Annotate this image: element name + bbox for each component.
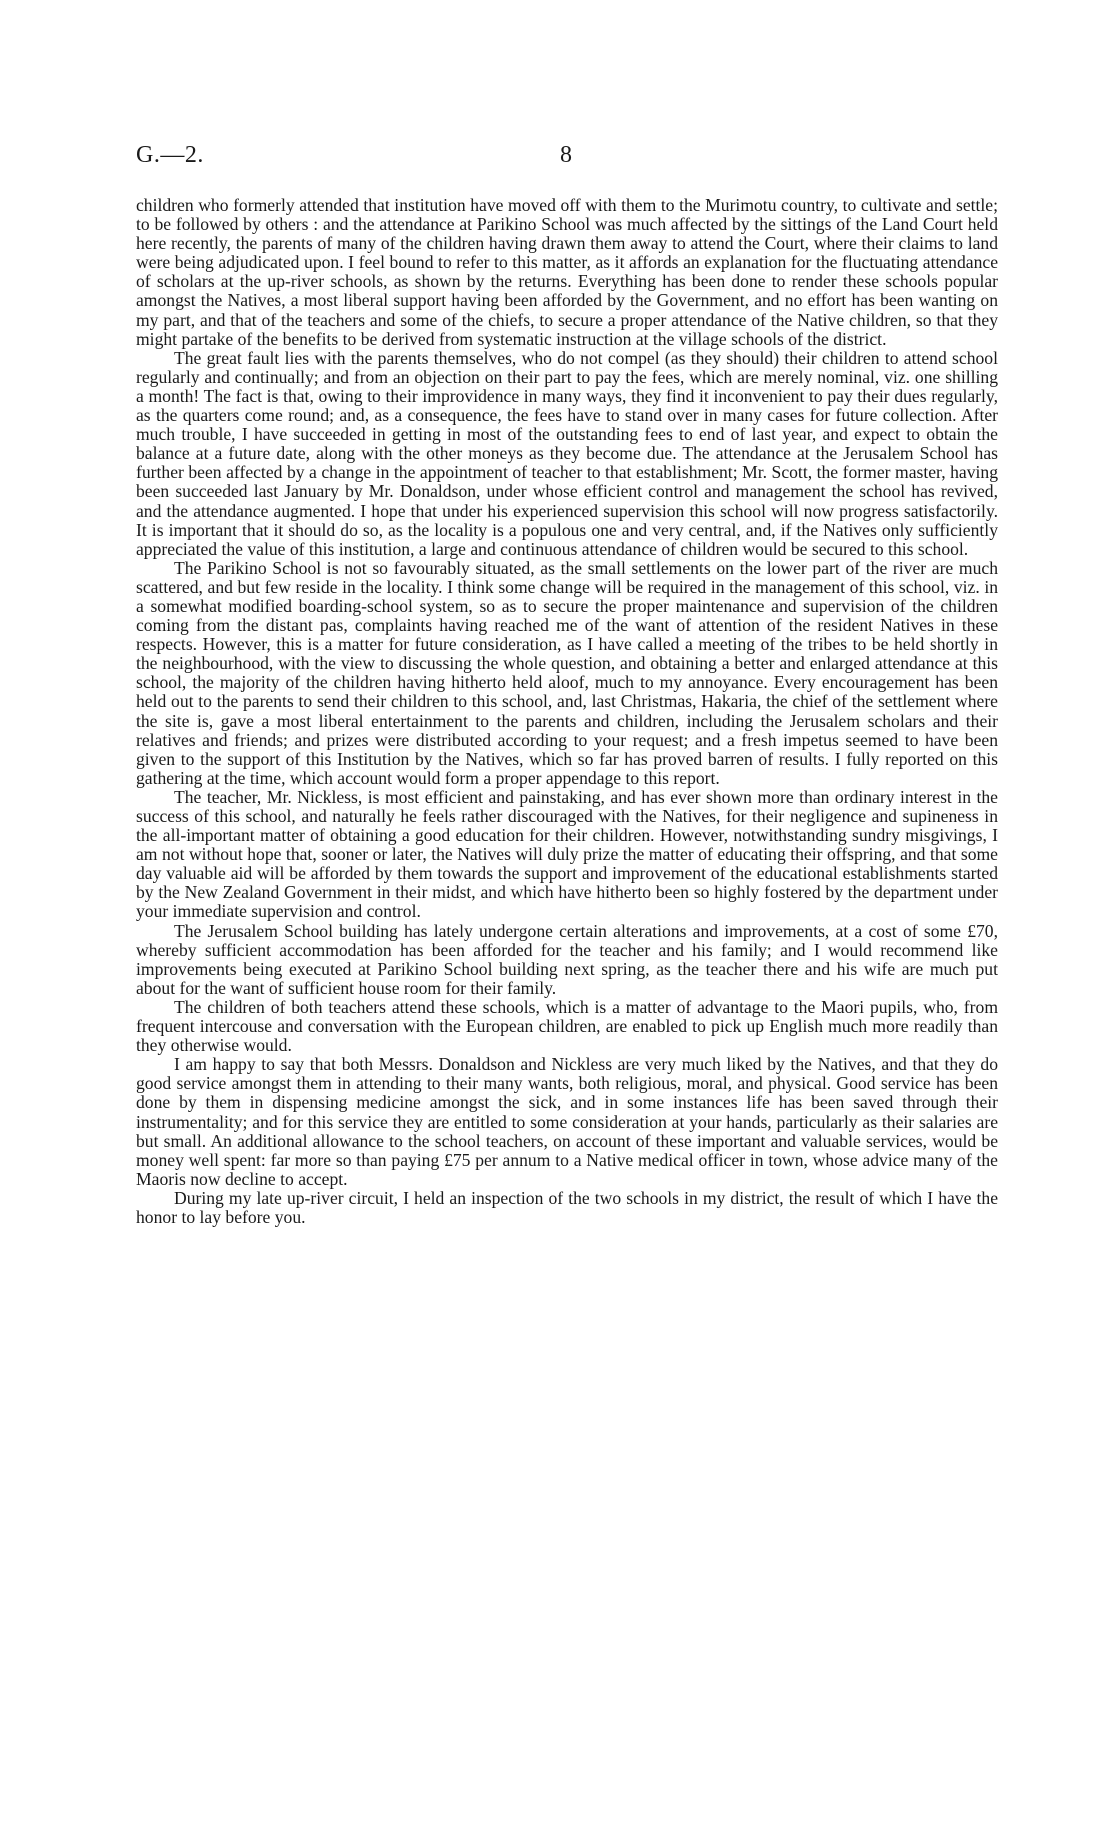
paragraph-8: During my late up-river circuit, I held an inspection of the two schools in my district, the result of which I have the honor to lay before you. (136, 1187, 998, 1227)
paragraph-6: The children of both teachers attend these schools, which is a matter of advantage to the Maori pupils, who, from frequent intercouse and conversation with the European children, are enabled to pick up English much more readily than they otherwise would. (136, 996, 998, 1056)
paragraph-4: The teacher, Mr. Nickless, is most efficient and painstaking, and has ever shown more than ordinary interest in the success of this school, and naturally he feels rather discouraged with the Natives, for their negligence and supineness in the all-important matter of obtaining a good education for their children. However, notwithstanding sundry misgivings, I am not without hope that, sooner or later, the Natives will duly prize the matter of educating their offspring, and that some day valuable aid will be afforded by them towards the support and improvement of the educational establishments started by the New Zealand Government in their midst, and which have hitherto been so highly fostered by the department under your immediate supervision and control. (136, 786, 998, 922)
paragraph-2: The great fault lies with the parents themselves, who do not compel (as they should) their children to attend school regularly and continually; and from an objection on their part to pay the fees, which are merely nominal, viz. one shilling a month! The fact is that, owing to their improvidence in many ways, they find it inconvenient to pay their dues regularly, as the quarters come round; and, as a consequence, the fees have to stand over in many cases for future collection. After much trouble, I have succeeded in getting in most of the outstanding fees to end of last year, and expect to obtain the balance at a future date, along with the other moneys as they become due. The attendance at the Jerusalem School has further been affected by a change in the appointment of teacher to that establishment; Mr. Scott, the former master, having been succeeded last January by Mr. Donaldson, under whose efficient control and management the school has revived, and the attendance augmented. I hope that under his experienced supervision this school will now progress satisfactorily. It is important that it should do so, as the locality is a populous one and very central, and, if the Natives only sufficiently appreciated the value of this institution, a large and continuous attendance of children would be secured to this school. (136, 347, 998, 559)
paragraph-3: The Parikino School is not so favourably situated, as the small settlements on the lower part of the river are much scattered, and but few reside in the locality. I think some change will be required in the management of this school, viz. in a somewhat modified boarding-school system, so as to secure the proper maintenance and supervision of the children coming from the distant pas, complaints having reached me of the want of attention of the resident Natives in these respects. However, this is a matter for future consideration, as I have called a meeting of the tribes to be held shortly in the neighbourhood, with the view to discussing the whole question, and obtaining a better and enlarged attendance at this school, the majority of the children having hitherto held aloof, much to my annoyance. Every encouragement has been held out to the parents to send their children to this school, and, last Christmas, Hakaria, the chief of the settlement where the site is, gave a most liberal entertainment to the parents and children, including the Jerusalem scholars and their relatives and friends; and prizes were distributed according to your request; and a fresh impetus seemed to have been given to the support of this Institution by the Natives, which so far has proved barren of results. I fully reported on this gathering at the time, which account would form a proper appendage to this report. (136, 557, 998, 788)
document-reference: G.—2. (136, 142, 204, 168)
paragraph-1: children who formerly attended that institution have moved off with them to the Murimotu country, to cultivate and settle; to be followed by others : and the attendance at Parikino School was much affected by the sittings of the Land Court held here recently, the parents of many of the children having drawn them away to attend the Court, where their claims to land were being adjudicated upon. I feel bound to refer to this matter, as it affords an explanation for the fluctuating attendance of scholars at the up-river schools, as shown by the returns. Everything has been done to render these schools popular amongst the Natives, a most liberal support having been afforded by the Government, and no effort has been wanting on my part, and that of the teachers and some of the chiefs, to secure a proper attendance of the Native children, so that they might partake of the benefits to be derived from systematic instruction at the village schools of the district. (136, 195, 998, 349)
page-header (136, 142, 996, 176)
paragraph-5: The Jerusalem School building has lately undergone certain alterations and improvements, at a cost of some £70, whereby sufficient accommodation has been afforded for the teacher and his family; and I would recommend like improvements being executed at Parikino School building next spring, as the teacher there and his wife are much put about for the want of sufficient house room for their family. (136, 920, 998, 998)
body-text (136, 196, 998, 1227)
page-number: 8 (560, 142, 572, 168)
paragraph-7: I am happy to say that both Messrs. Donaldson and Nickless are very much liked by the Natives, and that they do good service amongst them in attending to their many wants, both religious, moral, and physical. Good service has been done by them in dispensing medicine amongst the sick, and in some instances life has been saved through their instrumentality; and for this service they are entitled to some consideration at your hands, particularly as their salaries are but small. An additional allowance to the school teachers, on account of these important and valuable services, would be money well spent: far more so than paying £75 per annum to a Native medical officer in town, whose advice many of the Maoris now decline to accept. (136, 1054, 998, 1189)
